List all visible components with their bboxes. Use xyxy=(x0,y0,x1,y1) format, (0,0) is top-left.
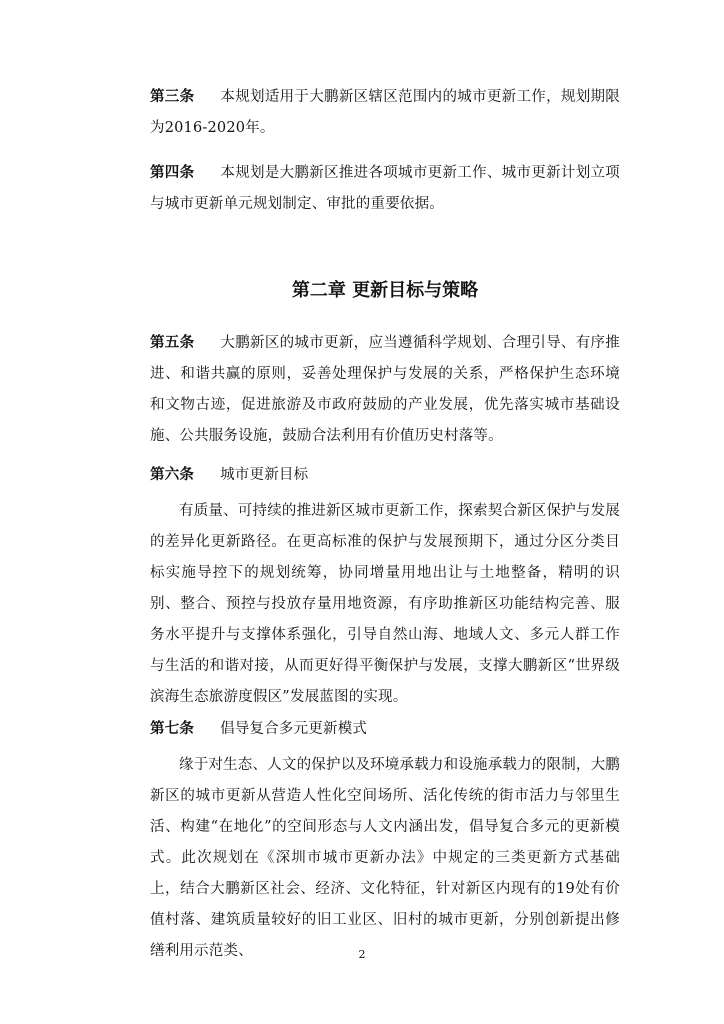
article-5-label: 第五条 xyxy=(150,335,195,351)
article-3-text: 本规划适用于大鹏新区辖区范围内的城市更新工作，规划期限为2016-2020年。 xyxy=(150,89,620,136)
article-7-label: 第七条 xyxy=(150,721,195,737)
article-6-label: 第六条 xyxy=(150,467,195,483)
article-6-body: 有质量、可持续的推进新区城市更新工作，探索契合新区保护与发展的差异化更新路径。在更高标准的保护与发展预期下，通过分区分类目标实施导控下的规划统筹，协同增量用地出让与土地整备，精明的识别、整合、预控与投放存量用地资源，有序助推新区功能结构完善、服务水平提升与支撑体系强化，引导自然山海、地域人文、多元人群工作与生活的和谐对接，从而更好得平衡保护与发展，支撑大鹏新区“世界级滨海生态旅游度假区”发展蓝图的实现。 xyxy=(150,503,620,705)
article-5-text: 大鹏新区的城市更新，应当遵循科学规划、合理引导、有序推进、和谐共赢的原则，妥善处理保护与发展的关系，严格保护生态环境和文物古迹，促进旅游及市政府鼓励的产业发展，优先落实城市基础设施、公共服务设施，鼓励合法利用有价值历史村落等。 xyxy=(150,335,620,444)
article-3-label: 第三条 xyxy=(150,89,195,105)
chapter-title: 第二章 更新目标与策略 xyxy=(291,280,479,301)
article-4-label: 第四条 xyxy=(150,165,195,181)
article-7-heading xyxy=(150,714,620,745)
article-6-heading xyxy=(150,460,620,491)
article-4 xyxy=(150,158,620,220)
article-5 xyxy=(150,328,620,452)
article-3 xyxy=(150,82,620,144)
article-4-text: 本规划是大鹏新区推进各项城市更新工作、城市更新计划立项与城市更新单元规划制定、审批的重要依据。 xyxy=(150,165,620,212)
article-7-heading-text: 倡导复合多元更新模式 xyxy=(220,721,368,737)
article-6-heading-text: 城市更新目标 xyxy=(220,467,309,483)
article-7-body: 缘于对生态、人文的保护以及环境承载力和设施承载力的限制，大鹏新区的城市更新从营造人性化空间场所、活化传统的街市活力与邻里生活、构建“在地化”的空间形态与人文内涵出发，倡导复合多元的更新模式。此次规划在《深圳市城市更新办法》中规定的三类更新方式基础上，结合大鹏新区社会、经济、文化特征，针对新区内现有的19处有价值村落、建筑质量较好的旧工业区、旧村的城市更新，分别创新提出修缮利用示范类、 xyxy=(150,757,620,959)
document-page xyxy=(150,0,620,1024)
page-number: 2 xyxy=(358,948,366,961)
